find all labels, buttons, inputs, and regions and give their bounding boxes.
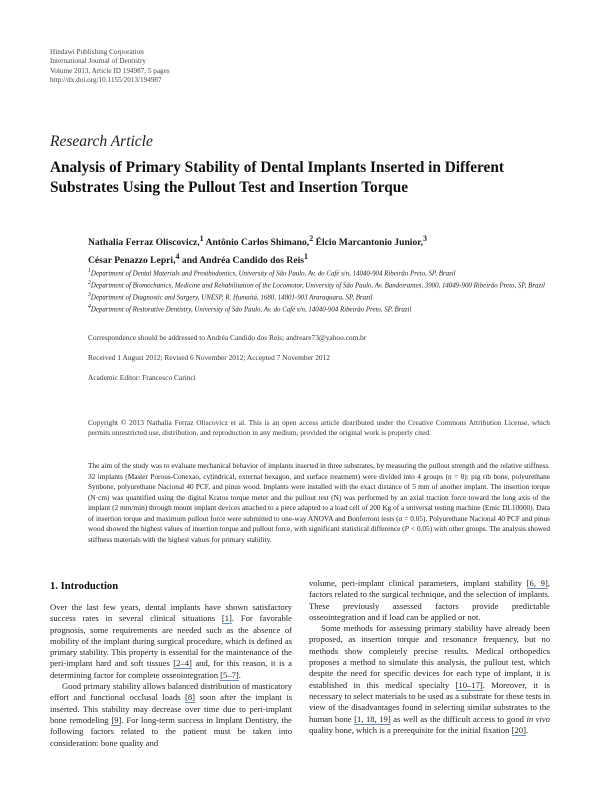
author: César Penazzo Lepri,$^4$ bbox=[88, 252, 180, 267]
citation-link[interactable]: [20] bbox=[511, 724, 526, 735]
citation-link[interactable]: [5–7] bbox=[220, 669, 239, 680]
paragraph: volume, peri-implant clinical parameters, implant stability [6, 9], factors related to the surgical technique, and the selection of implants. These previously assessed factors provide predictable osseointegration and if load can be applied or not. bbox=[309, 578, 550, 622]
paragraph: Good primary stability allows balanced distribution of masticatory effort and functional occlusal loads [8] soon after the implant is inserted. This stability may decrease over time due to peri-implant bone remodeling [9]. For long-term success in Implant Dentistry, the following factors related to the patient must be taken into consideration: bone quality and bbox=[50, 681, 292, 748]
affiliation: $^1$Department of Dental Materials and Prosthodontics, University of São Paulo, Av. do Café s/n, 14040-904 Ribeirão Preto, SP, Brazil bbox=[88, 268, 456, 278]
affiliation: $^3$Department of Diagnostic and Surgery, UNESP, R. Humaitá, 1680, 14801-903 Araraquara, SP, Brazil bbox=[88, 291, 373, 302]
affiliation: $^2$Department of Biomechanics, Medicine and Rehabilitation of the Locomotor, University of São Paulo, Av. Bandeirantes, 3900, 14049-900 Ribeirão Preto, SP, Brazil bbox=[88, 279, 545, 290]
publisher-header bbox=[50, 48, 170, 85]
citation-link[interactable]: [10–17] bbox=[455, 679, 483, 690]
citation-link[interactable]: [9] bbox=[111, 714, 122, 725]
doi-link[interactable]: http://dx.doi.org/10.1155/2013/194987 bbox=[50, 75, 162, 84]
correspondence-line: Correspondence should be addressed to Andréa Candido dos Reis; andreare73@yahoo.com.br bbox=[88, 333, 367, 342]
author: Élcio Marcantonio Junior,$^3$ bbox=[315, 234, 428, 249]
article-title: Analysis of Primary Stability of Dental Implants Inserted in Different Substrates Using the Pullout Test and Insertion Torque bbox=[50, 159, 504, 196]
right-column bbox=[309, 578, 550, 736]
journal-name: International Journal of Dentistry bbox=[50, 57, 147, 66]
affiliation-list bbox=[88, 267, 558, 315]
citation-link[interactable]: [6, 9] bbox=[526, 578, 548, 588]
copyright-notice: Copyright © 2013 Nathalia Ferraz Oliscovicz et al. This is an open access article distributed under the Creative Commons Attribution License, which permits unrestricted use, distribution, and reproduction in any medium, provided the original work is properly cited. bbox=[88, 418, 550, 438]
author: and Andréa Candido dos Reis$^1$ bbox=[181, 252, 308, 267]
citation-link[interactable]: [1, 18, 19] bbox=[354, 713, 391, 724]
author: Antônio Carlos Shimano,$^2$ bbox=[205, 234, 314, 249]
editor-line: Academic Editor: Francesco Carinci bbox=[88, 373, 196, 382]
author-list bbox=[88, 232, 558, 268]
citation-link[interactable]: [2–4] bbox=[173, 658, 192, 669]
volume-info: Volume 2013, Article ID 194987, 5 pages bbox=[50, 66, 170, 75]
left-column bbox=[50, 602, 292, 749]
paragraph: Some methods for assessing primary stability have already been proposed, as insertion torque and resonance frequency, but no methods show completely precise results. Medical orthopedics proposes a method to simulate this analysis, the pullout test, which despite the need for specific devices for each type of implant, it is established in this medical specialty [10–17]. Moreover, it is necessary to select materials to be used as a substrate for these tests in view of the disadvantages found in selecting similar substrates to the human bone [1, 18, 19] as well as the difficult access to good in vivo quality bone, which is a prerequisite for the initial fixation [20]. bbox=[309, 623, 550, 735]
dates-line: Received 1 August 2012; Revised 6 November 2012; Accepted 7 November 2012 bbox=[88, 353, 330, 362]
section-heading: 1. Introduction bbox=[50, 581, 119, 592]
article-type: Research Article bbox=[50, 133, 153, 150]
publisher-name: Hindawi Publishing Corporation bbox=[50, 48, 144, 56]
paragraph: Over the last few years, dental implants have shown satisfactory success rates in several clinical situations [1]. For favorable prognosis, some requirements are needed such as the absence of mobility of the implant during surgical procedure, which is defined as primary stability. This property is essential for the maintenance of the peri-implant hard and soft tissues [2–4] and, for this reason, it is a determining factor for complete osseointegration [5–7]. bbox=[50, 602, 292, 680]
affiliation: $^4$Department of Restorative Dentistry, University of São Paulo, Av. do Café s/n, 14040-904 Ribeirão Preto, SP, Brazil bbox=[88, 303, 412, 313]
citation-link[interactable]: [8] bbox=[184, 692, 196, 703]
citation-link[interactable]: [1] bbox=[221, 613, 232, 624]
author: Nathalia Ferraz Oliscovicz,$^1$ bbox=[88, 234, 204, 249]
abstract: The aim of the study was to evaluate mechanical behavior of implants inserted in three substrates, by measuring the pullout strength and the relative stiffness. 32 implants (Master Porous-Conexao, cylindrical, external hexagon, and surface treatment) were divided into 4 groups (n = 8): pig rib bone, polyurethane Synbone, polyurethane Nacional 40 PCF, and pinus wood. Implants were installed with the exact distance of 5 mm of another implant. The insertion torque (N·cm) was quantified using the digital Kratos torque meter and the pullout test (N) was performed by an axial traction force toward the long axis of the implant (2 mm/min) through mount implant devices attached to a piece adapted to a load cell of 200 Kg of a universal testing machine (Emic DL10000). Data of insertion torque and maximum pullout force were submitted to one-way ANOVA and Bonferroni tests (α = 0.05). Polyurethane Nacional 40 PCF and pinus wood showed the highest values of insertion torque and pullout force, with significant statistical difference (P < 0.05) with other groups. The analysis showed stiffness materials with the highest values for primary stability. bbox=[88, 461, 551, 544]
